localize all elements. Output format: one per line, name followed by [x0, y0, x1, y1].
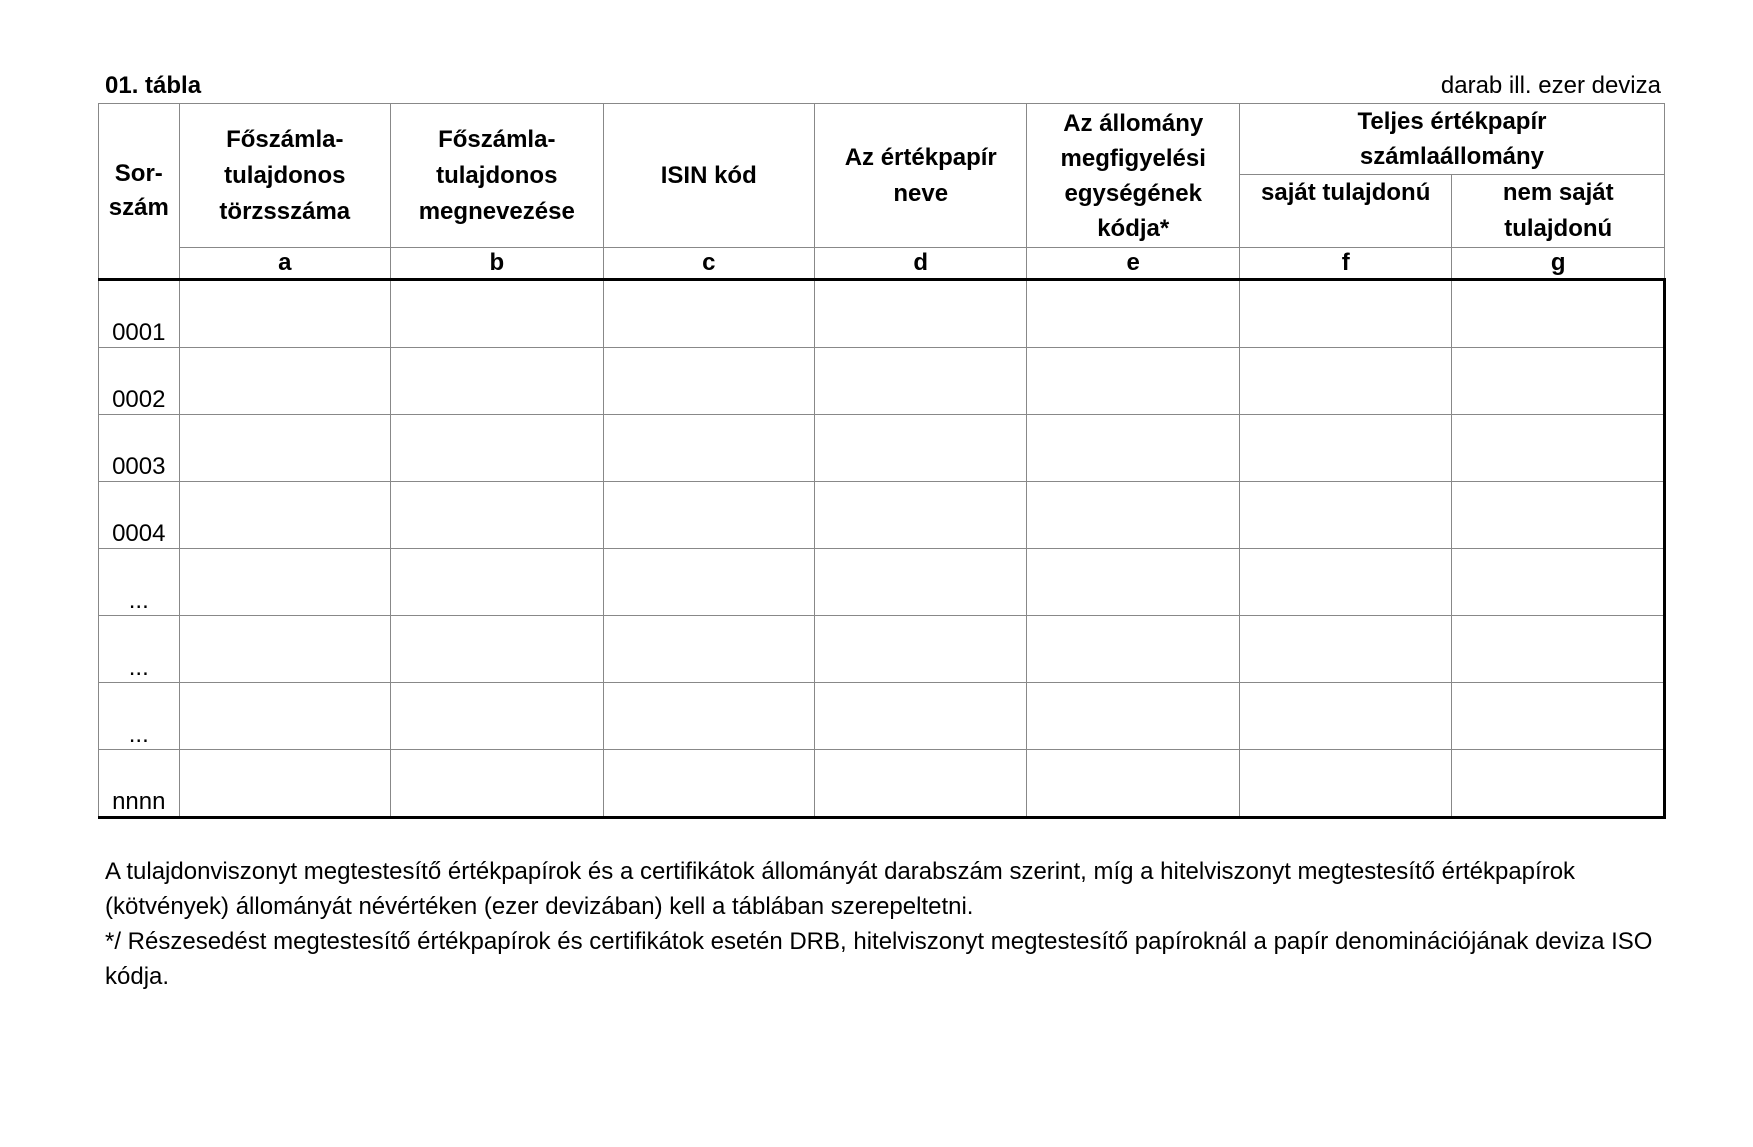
table-cell[interactable] [814, 683, 1026, 750]
table-cell[interactable] [814, 415, 1026, 482]
table-row [99, 616, 1665, 683]
table-cell[interactable] [391, 549, 603, 616]
table-cell[interactable] [179, 549, 390, 616]
table-cell[interactable] [179, 280, 390, 348]
footnotes [105, 854, 1685, 994]
table-cell[interactable] [1239, 750, 1451, 818]
column-letter-a: a [179, 248, 390, 280]
column-letter-g: g [1452, 248, 1665, 280]
table-cell[interactable] [603, 683, 814, 750]
row-number: ... [99, 549, 180, 616]
table-cell[interactable] [391, 415, 603, 482]
table-cell[interactable] [179, 683, 390, 750]
table-cell[interactable] [1027, 280, 1239, 348]
row-number: 0001 [99, 280, 180, 348]
row-number: 0003 [99, 415, 180, 482]
note-paragraph: A tulajdonviszonyt megtestesítő értékpapírok és a certifikátok állományát darabszám szerint, míg a hitelviszonyt megtestesítő értékpapírok (kötvények) állományát névértéken (ezer devizában) kell a táblában szerepeltetni. [105, 858, 1576, 920]
row-number: 0004 [99, 482, 180, 549]
column-letter-f: f [1239, 248, 1451, 280]
column-header-a: Főszámla- tulajdonos törzsszáma [179, 104, 390, 248]
table-cell[interactable] [1452, 348, 1665, 415]
table-cell[interactable] [1239, 415, 1451, 482]
table-row [99, 482, 1665, 549]
table-cell[interactable] [603, 280, 814, 348]
column-letter-c: c [603, 248, 814, 280]
column-letter-b: b [391, 248, 603, 280]
table-cell[interactable] [391, 616, 603, 683]
table-cell[interactable] [1239, 348, 1451, 415]
row-number: ... [99, 683, 180, 750]
table-cell[interactable] [1452, 683, 1665, 750]
table-cell[interactable] [1027, 616, 1239, 683]
column-letter-d: d [814, 248, 1026, 280]
column-letter-e: e [1027, 248, 1239, 280]
table-cell[interactable] [814, 348, 1026, 415]
securities-table [98, 103, 1666, 819]
table-cell[interactable] [391, 348, 603, 415]
table-cell[interactable] [1452, 482, 1665, 549]
table-cell[interactable] [179, 750, 390, 818]
column-header-e: Az állomány megfigyelési egységének kódja* [1027, 104, 1239, 248]
column-header-c: ISIN kód [603, 104, 814, 248]
table-cell[interactable] [1452, 415, 1665, 482]
table-row [99, 280, 1665, 348]
column-header-d: Az értékpapír neve [814, 104, 1026, 248]
table-cell[interactable] [1452, 549, 1665, 616]
table-cell[interactable] [814, 482, 1026, 549]
table-cell[interactable] [1239, 549, 1451, 616]
rownum-header: Sor- szám [99, 104, 180, 280]
table-cell[interactable] [814, 750, 1026, 818]
table-cell[interactable] [391, 683, 603, 750]
table-row [99, 348, 1665, 415]
table-cell[interactable] [603, 482, 814, 549]
column-header-b: Főszámla- tulajdonos megnevezése [391, 104, 603, 248]
row-number: nnnn [99, 750, 180, 818]
table-cell[interactable] [603, 348, 814, 415]
table-cell[interactable] [1027, 482, 1239, 549]
footnote-asterisk: */ Részesedést megtestesítő értékpapírok és certifikátok esetén DRB, hitelviszonyt megtestesítő papíroknál a papír denominációjának deviza ISO kódja. [105, 928, 1653, 990]
table-cell[interactable] [1239, 482, 1451, 549]
table-cell[interactable] [1239, 616, 1451, 683]
table-row [99, 750, 1665, 818]
table-row [99, 415, 1665, 482]
table-title: 01. tábla [105, 72, 202, 99]
table-cell[interactable] [391, 750, 603, 818]
table-cell[interactable] [603, 750, 814, 818]
column-header-g: nem saját tulajdonú [1452, 175, 1665, 248]
unit-label: darab ill. ezer deviza [1440, 72, 1661, 99]
table-cell[interactable] [179, 482, 390, 549]
row-number: 0002 [99, 348, 180, 415]
table-cell[interactable] [1239, 280, 1451, 348]
group-header: Teljes értékpapír számlaállomány [1239, 104, 1664, 175]
table-cell[interactable] [179, 616, 390, 683]
table-cell[interactable] [814, 549, 1026, 616]
table-cell[interactable] [1452, 616, 1665, 683]
table-row [99, 683, 1665, 750]
table-cell[interactable] [1239, 683, 1451, 750]
table-cell[interactable] [603, 415, 814, 482]
table-cell[interactable] [814, 280, 1026, 348]
table-cell[interactable] [1452, 280, 1665, 348]
table-cell[interactable] [1027, 549, 1239, 616]
table-cell[interactable] [814, 616, 1026, 683]
table-cell[interactable] [179, 415, 390, 482]
table-cell[interactable] [391, 482, 603, 549]
table-cell[interactable] [1452, 750, 1665, 818]
row-number: ... [99, 616, 180, 683]
table-cell[interactable] [1027, 750, 1239, 818]
table-row [99, 549, 1665, 616]
column-header-f: saját tulajdonú [1239, 175, 1451, 248]
table-cell[interactable] [179, 348, 390, 415]
table-cell[interactable] [391, 280, 603, 348]
table-cell[interactable] [1027, 683, 1239, 750]
table-cell[interactable] [1027, 415, 1239, 482]
table-cell[interactable] [1027, 348, 1239, 415]
table-cell[interactable] [603, 616, 814, 683]
table-cell[interactable] [603, 549, 814, 616]
